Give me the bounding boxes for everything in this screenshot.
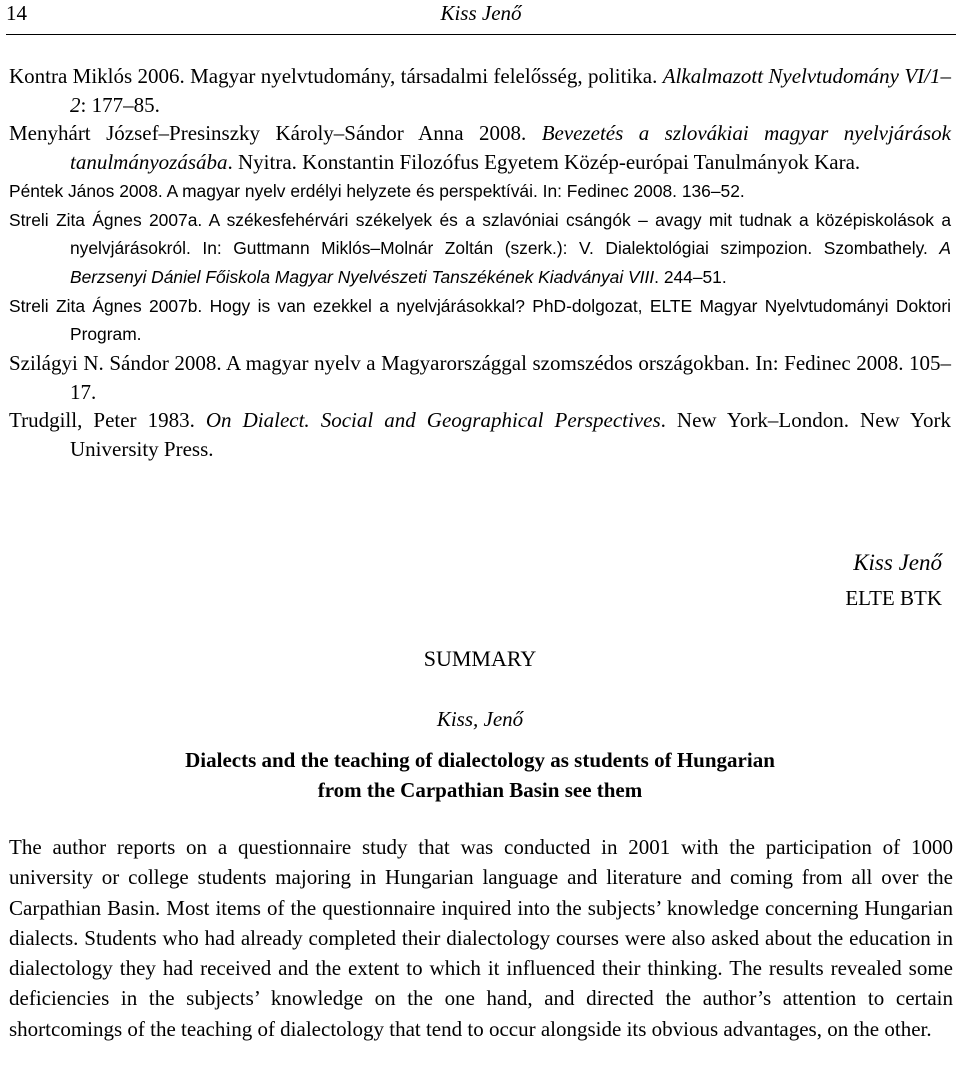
summary-abstract: The author reports on a questionnaire study that was conducted in 2001 with the participation of 1000 university or college students majoring in Hungarian language and literature and coming from all over the Carpathian Basin. Most items of the questionnaire inquired into the subjects’ knowledge concerning Hungarian dialects. Students who had already completed their dialectology courses were also asked about the education in dialectology they had received and the extent to which it influenced their thinking. The results revealed some deficiencies in the subjects’ knowledge on the one hand, and directed the author’s attention to certain shortcomings of the teaching of dialectology that tend to occur alongside its obvious advantages, on the other. (9, 835, 953, 1041)
reference-title: On Dialect. Social and Geographical Perspectives (205, 408, 661, 433)
reference-text: . New York–London. New York University Press. (70, 408, 952, 462)
running-header (6, 0, 956, 35)
reference-title: Bevezetés a szlovákiai magyar nyelvjárások tanulmányozásába (70, 121, 951, 175)
signature-name: Kiss Jenő (853, 550, 942, 575)
reference-title: A Berzsenyi Dániel Főiskola Magyar Nyelvészeti Tanszékének Kiadványai VIII (70, 238, 951, 287)
summary-title (140, 745, 820, 805)
reference-entry (9, 349, 951, 406)
signature-affiliation: ELTE BTK (845, 586, 942, 610)
reference-entry (9, 292, 951, 349)
reference-text: Streli Zita Ágnes 2007a. A székesfehérvári székelyek és a szlavóniai csángók – avagy mit tudnak a középiskolások a nyelvjárásokról. In: Guttmann Miklós–Molnár Zoltán (szerk.): V. Dialektológiai szimpozion. Szombathely. (9, 209, 951, 259)
reference-text: Trudgill, Peter 1983. (9, 408, 206, 433)
reference-text: Szilágyi N. Sándor 2008. A magyar nyelv a Magyarországgal szomszédos országokban. In: Fedinec 2008. 105–17. (9, 351, 951, 404)
running-head-author: Kiss Jenő (440, 1, 522, 25)
reference-entry (9, 62, 951, 119)
summary-title-line: Dialects and the teaching of dialectology as students of Hungarian (185, 748, 775, 772)
reference-title: Alkalmazott Nyelvtudomány VI/1–2 (70, 64, 951, 117)
summary-heading: SUMMARY (423, 646, 537, 671)
reference-text: Kontra Miklós 2006. Magyar nyelvtudomány, társadalmi felelősség, politika. (9, 64, 663, 88)
reference-text: Menyhárt József–Presinszky Károly–Sándor Anna 2008. (9, 121, 542, 146)
reference-entry (9, 119, 951, 176)
reference-text: : 177–85. (80, 92, 160, 117)
summary-author: Kiss, Jenő (436, 707, 524, 731)
reference-text: Péntek János 2008. A magyar nyelv erdélyi helyzete és perspektívái. In: Fedinec 2008. 136–52. (9, 180, 745, 201)
reference-text: Streli Zita Ágnes 2007b. Hogy is van ezekkel a nyelvjárásokkal? PhD-dolgozat, ELTE Magyar Nyelvtudományi Doktori Program. (9, 295, 951, 345)
reference-list (9, 62, 951, 464)
reference-text: . Nyitra. Konstantin Filozófus Egyetem Közép-európai Tanulmányok Kara. (227, 150, 861, 175)
reference-text: . 244–51. (654, 266, 727, 287)
reference-entry (9, 177, 951, 206)
reference-entry (9, 406, 951, 463)
page-number: 14 (6, 1, 27, 25)
reference-entry (9, 206, 951, 292)
summary-title-line: from the Carpathian Basin see them (317, 778, 643, 802)
